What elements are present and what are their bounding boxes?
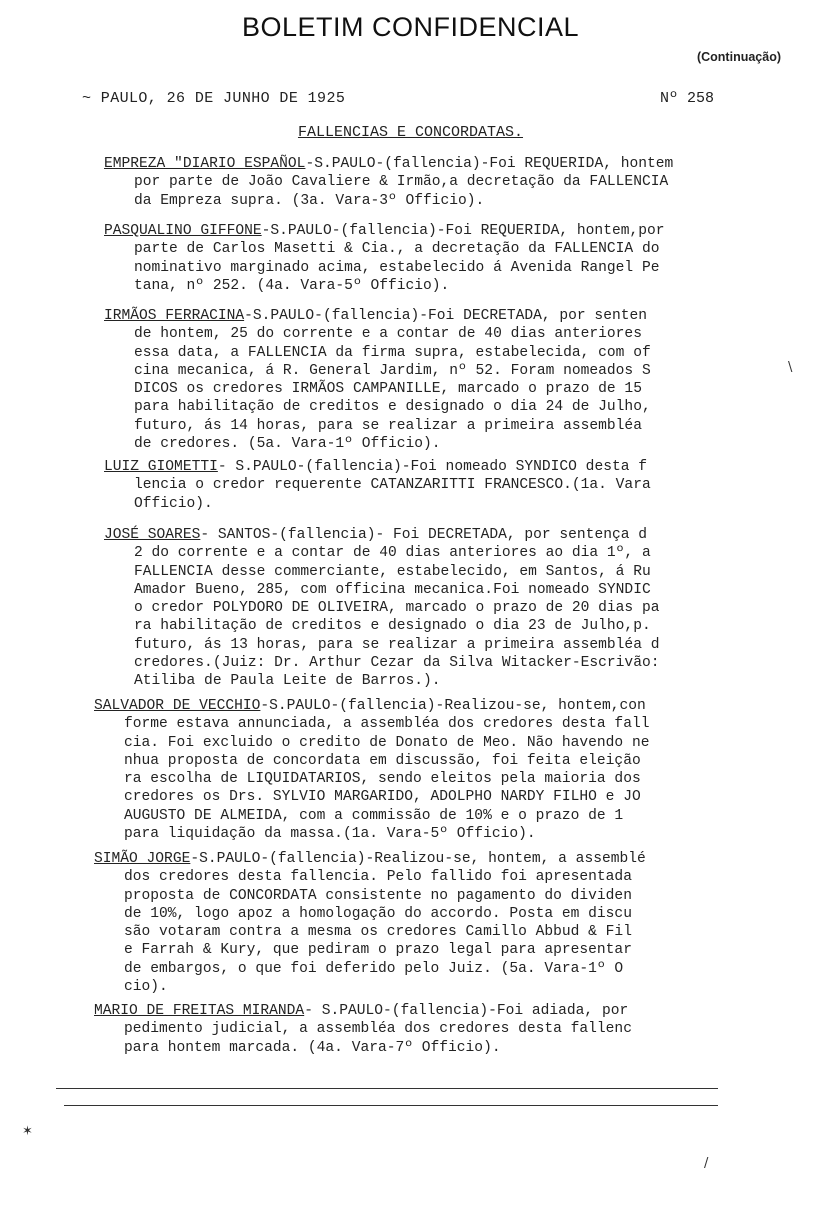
entry-line: proposta de CONCORDATA consistente no pagamento do dividen — [124, 887, 632, 904]
entry-line: - S.PAULO-(fallencia)-Foi adiada, por — [304, 1003, 629, 1019]
entry-line: credores os Drs. SYLVIO MARGARIDO, ADOLPHO NARDY FILHO e JO — [124, 789, 641, 806]
entry-luiz-giometti — [104, 458, 651, 513]
entry-line: pedimento judicial, a assembléa dos credores desta fallenc — [124, 1021, 632, 1038]
entry-simao-jorge — [94, 850, 646, 996]
entry-line: Amador Bueno, 285, com officina mecanica.Foi nomeado SYNDIC — [134, 581, 651, 598]
entry-line: futuro, ás 13 horas, para se realizar a primeira assembléa d — [134, 636, 660, 653]
scan-mark: / — [704, 1156, 709, 1171]
entry-line: para habilitação de creditos e designado o dia 24 de Julho, — [134, 399, 651, 416]
entry-line: FALLENCIA desse commerciante, estabelecido, em Santos, á Ru — [134, 563, 651, 580]
entry-line: - SANTOS-(fallencia)- Foi DECRETADA, por sentença d — [200, 527, 647, 543]
entry-heading: SALVADOR DE VECCHIO — [94, 698, 261, 714]
entry-line: -S.PAULO-(fallencia)-Foi REQUERIDA, hontem,por — [261, 223, 665, 239]
entry-line: cina mecanica, á R. General Jardim, nº 52. Foram nomeados S — [134, 362, 651, 379]
entry-line: credores.(Juiz: Dr. Arthur Cezar da Silva Witacker-Escrivão: — [134, 655, 660, 672]
dateline: ~ PAULO, 26 DE JUNHO DE 1925 — [82, 90, 346, 107]
entry-line: parte de Carlos Masetti & Cia., a decretação da FALLENCIA do — [134, 241, 660, 258]
entry-heading: JOSÉ SOARES — [104, 527, 201, 543]
entry-line: Atiliba de Paula Leite de Barros.). — [134, 673, 441, 690]
entry-line: nhua proposta de concordata em discussão, foi feita eleição — [124, 752, 641, 769]
entry-irmaos-ferracina — [104, 307, 651, 453]
entry-line: 2 do corrente e a contar de 40 dias anteriores ao dia 1º, a — [134, 545, 651, 562]
closing-rule-top — [56, 1088, 718, 1089]
entry-line: para liquidação da massa.(1a. Vara-5º Officio). — [124, 826, 536, 843]
entry-line: cia. Foi excluido o credito de Donato de Meo. Não havendo ne — [124, 734, 650, 751]
entry-line: forme estava annunciada, a assembléa dos credores desta fall — [124, 716, 650, 733]
entry-heading: LUIZ GIOMETTI — [104, 459, 218, 475]
entry-heading: MARIO DE FREITAS MIRANDA — [94, 1003, 305, 1019]
scan-mark: ✶ — [22, 1124, 33, 1139]
continuation-note: (Continuação) — [696, 50, 781, 64]
section-title-text: FALLENCIAS E CONCORDATAS. — [297, 124, 524, 141]
entry-line: ra habilitação de creditos e designado o dia 23 de Julho,p. — [134, 618, 651, 635]
entry-line: dos credores desta fallencia. Pelo fallido foi apresentada — [124, 869, 632, 886]
entry-line: e Farrah & Kury, que pediram o prazo legal para apresentar — [124, 942, 632, 959]
entry-line: futuro, ás 14 horas, para se realizar a primeira assembléa — [134, 417, 642, 434]
entry-line: -S.PAULO-(fallencia)-Foi REQUERIDA, hontem — [305, 156, 674, 172]
section-title — [0, 124, 821, 141]
entry-mario-de-freitas-miranda — [94, 1002, 632, 1057]
entry-line: -S.PAULO-(fallencia)-Realizou-se, hontem,con — [260, 698, 646, 714]
entry-heading: IRMÃOS FERRACINA — [104, 308, 245, 324]
entry-jose-soares — [104, 526, 659, 691]
bulletin-number: Nº 258 — [660, 90, 715, 107]
entry-line: lencia o credor requerente CATANZARITTI FRANCESCO.(1a. Vara — [134, 477, 651, 494]
entry-line: essa data, a FALLENCIA da firma supra, estabelecida, com of — [134, 344, 651, 361]
entry-empreza-diario-espanol — [104, 155, 673, 210]
entry-line: -S.PAULO-(fallencia)-Realizou-se, hontem, a assemblé — [190, 851, 646, 867]
entry-line: por parte de João Cavaliere & Irmão,a decretação da FALLENCIA — [134, 174, 669, 191]
closing-rule-bottom — [64, 1105, 718, 1106]
entry-line: da Empreza supra. (3a. Vara-3º Officio). — [134, 192, 485, 209]
entry-line: - S.PAULO-(fallencia)-Foi nomeado SYNDICO desta f — [217, 459, 647, 475]
document-title: BOLETIM CONFIDENCIAL — [241, 12, 580, 42]
entry-line: AUGUSTO DE ALMEIDA, com a commissão de 10% e o prazo de 1 — [124, 807, 624, 824]
entry-line: de hontem, 25 do corrente e a contar de 40 dias anteriores — [134, 326, 642, 343]
entry-heading: EMPREZA "DIARIO ESPAÑOL — [104, 156, 306, 172]
entry-heading: PASQUALINO GIFFONE — [104, 223, 262, 239]
entry-line: o credor POLYDORO DE OLIVEIRA, marcado o prazo de 20 dias pa — [134, 600, 660, 617]
scan-mark: \ — [788, 360, 793, 375]
entry-line: cio). — [124, 979, 168, 996]
entry-line: de 10%, logo apoz a homologação do accordo. Posta em discu — [124, 905, 632, 922]
entry-line: DICOS os credores IRMÃOS CAMPANILLE, marcado o prazo de 15 — [134, 381, 642, 398]
entry-line: de credores. (5a. Vara-1º Officio). — [134, 436, 441, 453]
entry-line: -S.PAULO-(fallencia)-Foi DECRETADA, por senten — [244, 308, 647, 324]
entry-line: de embargos, o que foi deferido pelo Juiz. (5a. Vara-1º O — [124, 960, 624, 977]
entry-pasqualino-giffone — [104, 222, 665, 295]
entry-line: Officio). — [134, 495, 213, 512]
entry-heading: SIMÃO JORGE — [94, 851, 191, 867]
entry-line: tana, nº 252. (4a. Vara-5º Officio). — [134, 277, 450, 294]
entry-line: ra escolha de LIQUIDATARIOS, sendo eleitos pela maioria dos — [124, 771, 641, 788]
entry-line: são votaram contra a mesma os credores Camillo Abbud & Fil — [124, 924, 632, 941]
entry-salvador-de-vecchio — [94, 697, 649, 843]
entry-line: para hontem marcada. (4a. Vara-7º Officio). — [124, 1039, 501, 1056]
entry-line: nominativo marginado acima, estabelecido á Avenida Rangel Pe — [134, 259, 660, 276]
